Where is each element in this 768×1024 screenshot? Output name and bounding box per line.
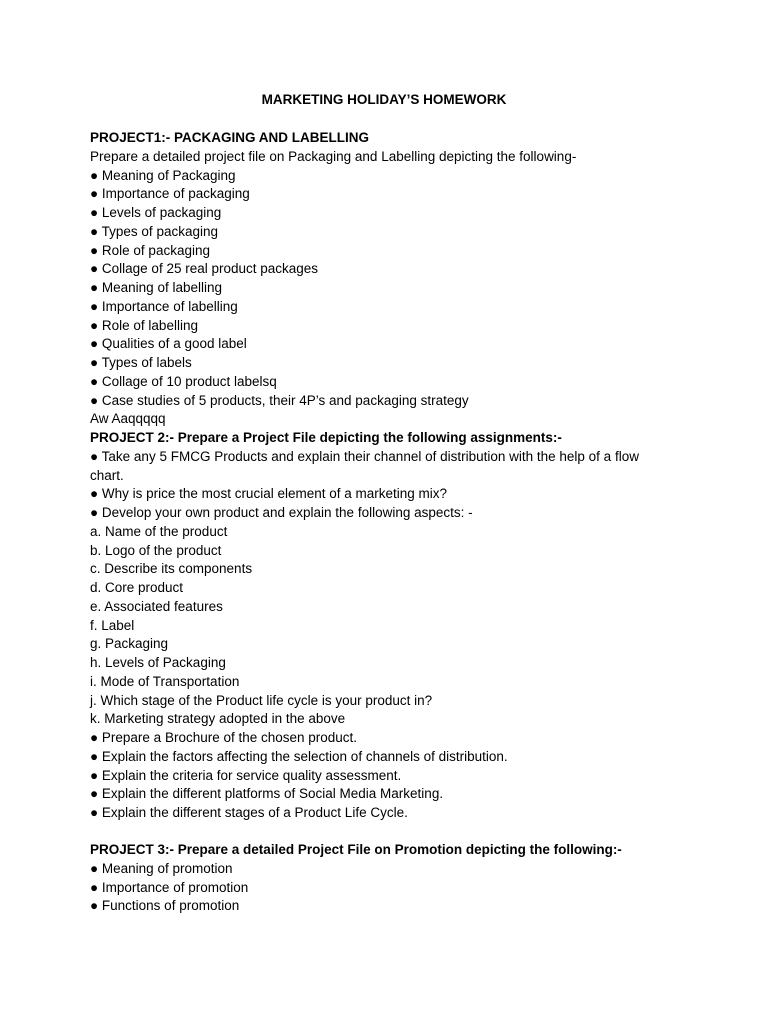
sub-item: a. Name of the product	[90, 523, 228, 539]
bullet-item: ● Importance of promotion	[90, 879, 249, 895]
document-body-section	[90, 129, 690, 823]
bullet-item: ● Explain the different stages of a Product Life Cycle.	[90, 805, 408, 820]
bullet-item: ● Collage of 10 product labelsq	[90, 373, 277, 389]
bullet-item: ● Importance of packaging	[90, 186, 250, 202]
sub-item: b. Logo of the product	[90, 542, 222, 558]
text-line: Prepare a detailed project file on Packaging and Labelling depicting the following-	[90, 148, 577, 164]
bullet-item: ● Role of packaging	[90, 242, 210, 258]
text-line: Aw Aaqqqqq	[90, 411, 166, 427]
bullet-item: ● Meaning of promotion	[90, 860, 233, 876]
sub-item: e. Associated features	[90, 598, 223, 614]
document-body-section	[90, 841, 690, 916]
bullet-item: ● Levels of packaging	[90, 205, 222, 220]
bullet-item: ● Qualities of a good label	[90, 336, 247, 352]
project-2-heading: PROJECT 2:- Prepare a Project File depicting the following assignments:-	[90, 430, 562, 445]
bullet-item: ● Meaning of Packaging	[90, 167, 236, 183]
bullet-item: ● Take any 5 FMCG Products and explain their channel of distribution with the help of a flow	[90, 448, 639, 464]
sub-item: k. Marketing strategy adopted in the above	[90, 711, 346, 727]
bullet-item: ● Role of labelling	[90, 317, 198, 333]
sub-item: c. Describe its components	[90, 561, 253, 577]
document-title: MARKETING HOLIDAY’S HOMEWORK	[261, 92, 507, 107]
sub-item: i. Mode of Transportation	[90, 673, 240, 689]
bullet-item: ● Functions of promotion	[90, 898, 240, 914]
project-1-heading: PROJECT1:- PACKAGING AND LABELLING	[90, 130, 370, 145]
bullet-item: ● Case studies of 5 products, their 4P’s and packaging strategy	[90, 392, 469, 408]
sub-item: f. Label	[90, 617, 135, 633]
bullet-item: ● Collage of 25 real product packages	[90, 261, 319, 277]
sub-item: d. Core product	[90, 580, 184, 595]
bullet-item: ● Meaning of labelling	[90, 280, 222, 295]
sub-item: g. Packaging	[90, 636, 169, 652]
bullet-item: ● Importance of labelling	[90, 298, 238, 314]
bullet-item: ● Develop your own product and explain the following aspects: -	[90, 505, 473, 520]
project-3-heading: PROJECT 3:- Prepare a detailed Project File on Promotion depicting the following:-	[90, 842, 622, 857]
bullet-item: ● Explain the different platforms of Social Media Marketing.	[90, 786, 444, 802]
bullet-item: ● Why is price the most crucial element of a marketing mix?	[90, 486, 448, 502]
bullet-item: ● Explain the factors affecting the selection of channels of distribution.	[90, 748, 508, 764]
sub-item: h. Levels of Packaging	[90, 655, 226, 670]
bullet-item: ● Types of packaging	[90, 223, 218, 239]
text-line: chart.	[90, 467, 124, 483]
bullet-item: ● Types of labels	[90, 355, 192, 370]
bullet-item: ● Explain the criteria for service quality assessment.	[90, 767, 402, 783]
bullet-item: ● Prepare a Brochure of the chosen product.	[90, 730, 358, 745]
sub-item: j. Which stage of the Product life cycle is your product in?	[90, 692, 433, 708]
